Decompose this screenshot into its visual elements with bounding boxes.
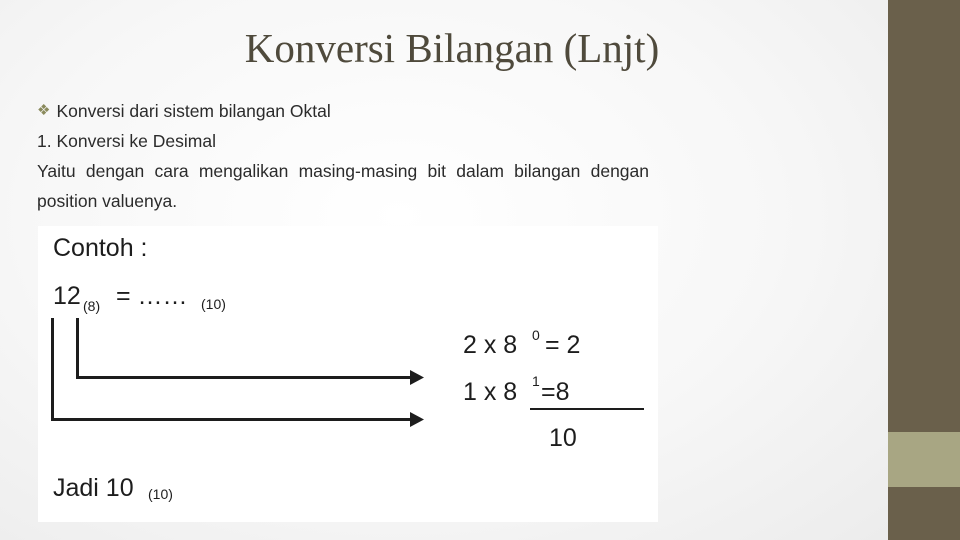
calc-line-2-exponent: 1	[532, 373, 540, 389]
example-image	[38, 226, 658, 522]
arrow-head-2-icon	[410, 412, 424, 428]
bullet-text: Konversi dari sistem bilangan Oktal	[56, 101, 331, 121]
conclusion-text: Jadi 10	[53, 474, 134, 502]
step-heading: 1. Konversi ke Desimal	[37, 131, 216, 151]
connector-arrow-1	[76, 376, 420, 379]
calc-line-1-right: = 2	[545, 331, 581, 359]
conclusion-base: (10)	[148, 486, 173, 502]
slide-title: Konversi Bilangan (Lnjt)	[244, 25, 660, 71]
decimal-base: (10)	[201, 296, 226, 312]
diamond-bullet-icon: ❖	[37, 102, 51, 119]
connector-right-vertical	[76, 318, 79, 378]
connector-arrow-2	[51, 418, 420, 421]
calc-line-1-exponent: 0	[532, 327, 540, 343]
octal-number: 12	[53, 282, 81, 310]
bullet-item	[37, 96, 649, 126]
octal-base: (8)	[83, 298, 101, 314]
calc-line-2-right: =8	[541, 378, 570, 406]
calc-line-1-left: 2 x 8	[463, 331, 518, 359]
side-bar-bottom	[888, 487, 960, 540]
description-paragraph: Yaitu dengan cara mengalikan masing-masing bit dalam bilangan dengan position valuenya.	[37, 161, 649, 211]
sum-result: 10	[549, 424, 577, 452]
sum-underline	[530, 408, 644, 410]
side-bar-middle	[888, 432, 960, 487]
arrow-head-1-icon	[410, 370, 424, 386]
example-heading: Contoh :	[53, 234, 148, 262]
equals-dots: = ……	[116, 282, 188, 310]
connector-left-vertical	[51, 318, 54, 420]
slide-body	[37, 96, 649, 216]
calc-line-2-left: 1 x 8	[463, 378, 518, 406]
